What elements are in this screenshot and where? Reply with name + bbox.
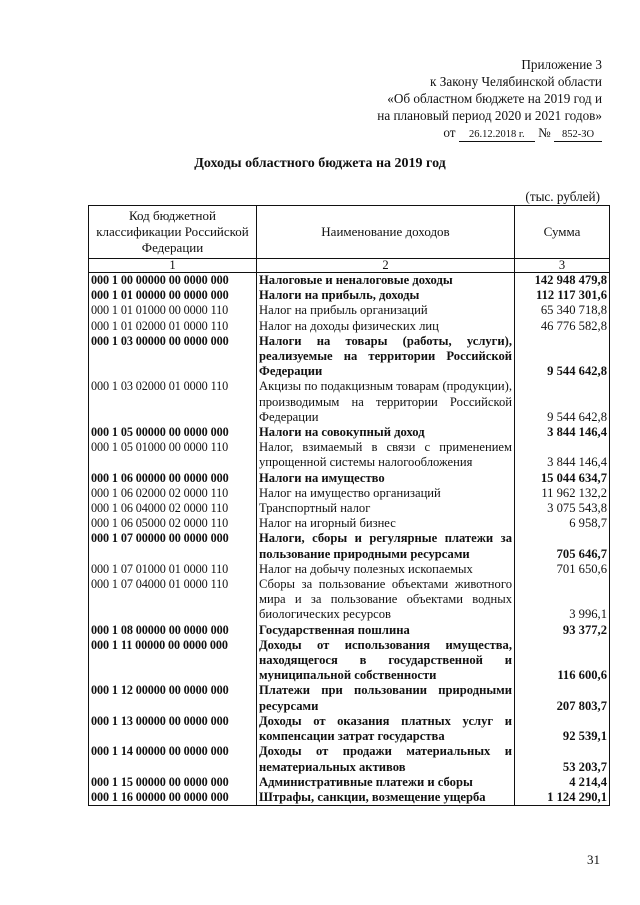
units-label: (тыс. рублей) [525,189,600,204]
row-name: Налоги на товары (работы, услуги), реализуемые на территории Российской Федерации [257,334,515,380]
row-amount: 93 377,2 [515,623,610,638]
row-name: Налоги на совокупный доход [257,425,515,440]
row-amount: 701 650,6 [515,562,610,577]
table-row [89,440,610,470]
row-code: 000 1 15 00000 00 0000 000 [89,775,257,790]
row-amount: 116 600,6 [515,638,610,684]
row-code: 000 1 03 00000 00 0000 000 [89,334,257,380]
table-row [89,334,610,380]
table-row [89,425,610,440]
row-name: Налог, взимаемый в связи с применением упрощенной системы налогообложения [257,440,515,470]
table-header-row [89,206,610,259]
row-code: 000 1 07 00000 00 0000 000 [89,531,257,561]
row-code: 000 1 12 00000 00 0000 000 [89,683,257,713]
row-amount: 92 539,1 [515,714,610,744]
row-name: Платежи при пользовании природными ресурсами [257,683,515,713]
table-row [89,531,610,561]
row-code: 000 1 03 02000 01 0000 110 [89,379,257,425]
table-row [89,273,610,289]
row-amount: 6 958,7 [515,516,610,531]
row-amount: 9 544 642,8 [515,334,610,380]
row-name: Налог на доходы физических лиц [257,319,515,334]
table-row [89,623,610,638]
table-row [89,303,610,318]
header-name: Наименование доходов [257,206,515,259]
row-code: 000 1 08 00000 00 0000 000 [89,623,257,638]
row-code: 000 1 01 00000 00 0000 000 [89,288,257,303]
table-row [89,379,610,425]
row-name: Государственная пошлина [257,623,515,638]
row-amount: 112 117 301,6 [515,288,610,303]
row-name: Доходы от продажи материальных и нематериальных активов [257,744,515,774]
row-name: Доходы от использования имущества, находящегося в государственной и муниципальной собственности [257,638,515,684]
revenue-table [88,205,610,806]
row-code: 000 1 06 04000 02 0000 110 [89,501,257,516]
law-number: 852-ЗО [554,129,602,142]
row-name: Транспортный налог [257,501,515,516]
row-name: Акцизы по подакцизным товарам (продукции), производимым на территории Российской Федерации [257,379,515,425]
row-code: 000 1 01 02000 01 0000 110 [89,319,257,334]
row-code: 000 1 16 00000 00 0000 000 [89,790,257,806]
table-row [89,471,610,486]
document-title: Доходы областного бюджета на 2019 год [194,156,446,171]
row-amount: 65 340 718,8 [515,303,610,318]
law-date: 26.12.2018 г. [459,129,535,142]
row-amount: 3 844 146,4 [515,425,610,440]
row-name: Налог на игорный бизнес [257,516,515,531]
page-number: 31 [587,852,600,867]
row-amount: 207 803,7 [515,683,610,713]
row-name: Административные платежи и сборы [257,775,515,790]
law-line: к Закону Челябинской области [430,74,602,89]
row-code: 000 1 14 00000 00 0000 000 [89,744,257,774]
row-amount: 3 996,1 [515,577,610,623]
row-name: Налог на прибыль организаций [257,303,515,318]
law-date-line [377,124,602,142]
row-code: 000 1 11 00000 00 0000 000 [89,638,257,684]
table-row [89,714,610,744]
col-number-3: 3 [515,259,610,273]
appendix-header [377,56,602,142]
row-name: Налоговые и неналоговые доходы [257,273,515,289]
row-amount: 15 044 634,7 [515,471,610,486]
row-amount: 11 962 132,2 [515,486,610,501]
table-body [89,273,610,806]
row-code: 000 1 06 00000 00 0000 000 [89,471,257,486]
table-row [89,775,610,790]
row-amount: 46 776 582,8 [515,319,610,334]
row-amount: 4 214,4 [515,775,610,790]
col-number-2: 2 [257,259,515,273]
table-row [89,562,610,577]
table-row [89,790,610,806]
table-row [89,638,610,684]
row-name: Налог на имущество организаций [257,486,515,501]
table-row [89,516,610,531]
row-name: Налоги, сборы и регулярные платежи за пользование природными ресурсами [257,531,515,561]
row-amount: 1 124 290,1 [515,790,610,806]
appendix-line: Приложение 3 [521,57,602,72]
row-name: Налог на добычу полезных ископаемых [257,562,515,577]
table-row [89,288,610,303]
header-code: Код бюджетной классификации Российской Федерации [89,206,257,259]
row-amount: 705 646,7 [515,531,610,561]
row-amount: 3 075 543,8 [515,501,610,516]
table-row [89,683,610,713]
law-title-line: «Об областном бюджете на 2019 год и [387,91,602,106]
column-numbers-row [89,259,610,273]
row-code: 000 1 05 01000 00 0000 110 [89,440,257,470]
row-name: Штрафы, санкции, возмещение ущерба [257,790,515,806]
row-code: 000 1 07 01000 01 0000 110 [89,562,257,577]
date-prefix: от [443,125,456,140]
row-amount: 9 544 642,8 [515,379,610,425]
row-code: 000 1 07 04000 01 0000 110 [89,577,257,623]
table-row [89,486,610,501]
row-amount: 3 844 146,4 [515,440,610,470]
row-code: 000 1 06 05000 02 0000 110 [89,516,257,531]
row-amount: 142 948 479,8 [515,273,610,289]
table-row [89,744,610,774]
table-row [89,319,610,334]
row-code: 000 1 01 01000 00 0000 110 [89,303,257,318]
row-name: Налоги на имущество [257,471,515,486]
row-code: 000 1 13 00000 00 0000 000 [89,714,257,744]
number-prefix: № [538,125,551,140]
col-number-1: 1 [89,259,257,273]
row-name: Налоги на прибыль, доходы [257,288,515,303]
row-code: 000 1 06 02000 02 0000 110 [89,486,257,501]
row-name: Сборы за пользование объектами животного мира и за пользование объектами водных биологических ресурсов [257,577,515,623]
law-title-line-2: на плановый период 2020 и 2021 годов» [377,108,602,123]
row-name: Доходы от оказания платных услуг и компенсации затрат государства [257,714,515,744]
header-amount: Сумма [515,206,610,259]
table-row [89,501,610,516]
row-code: 000 1 00 00000 00 0000 000 [89,273,257,289]
table-row [89,577,610,623]
row-code: 000 1 05 00000 00 0000 000 [89,425,257,440]
row-amount: 53 203,7 [515,744,610,774]
